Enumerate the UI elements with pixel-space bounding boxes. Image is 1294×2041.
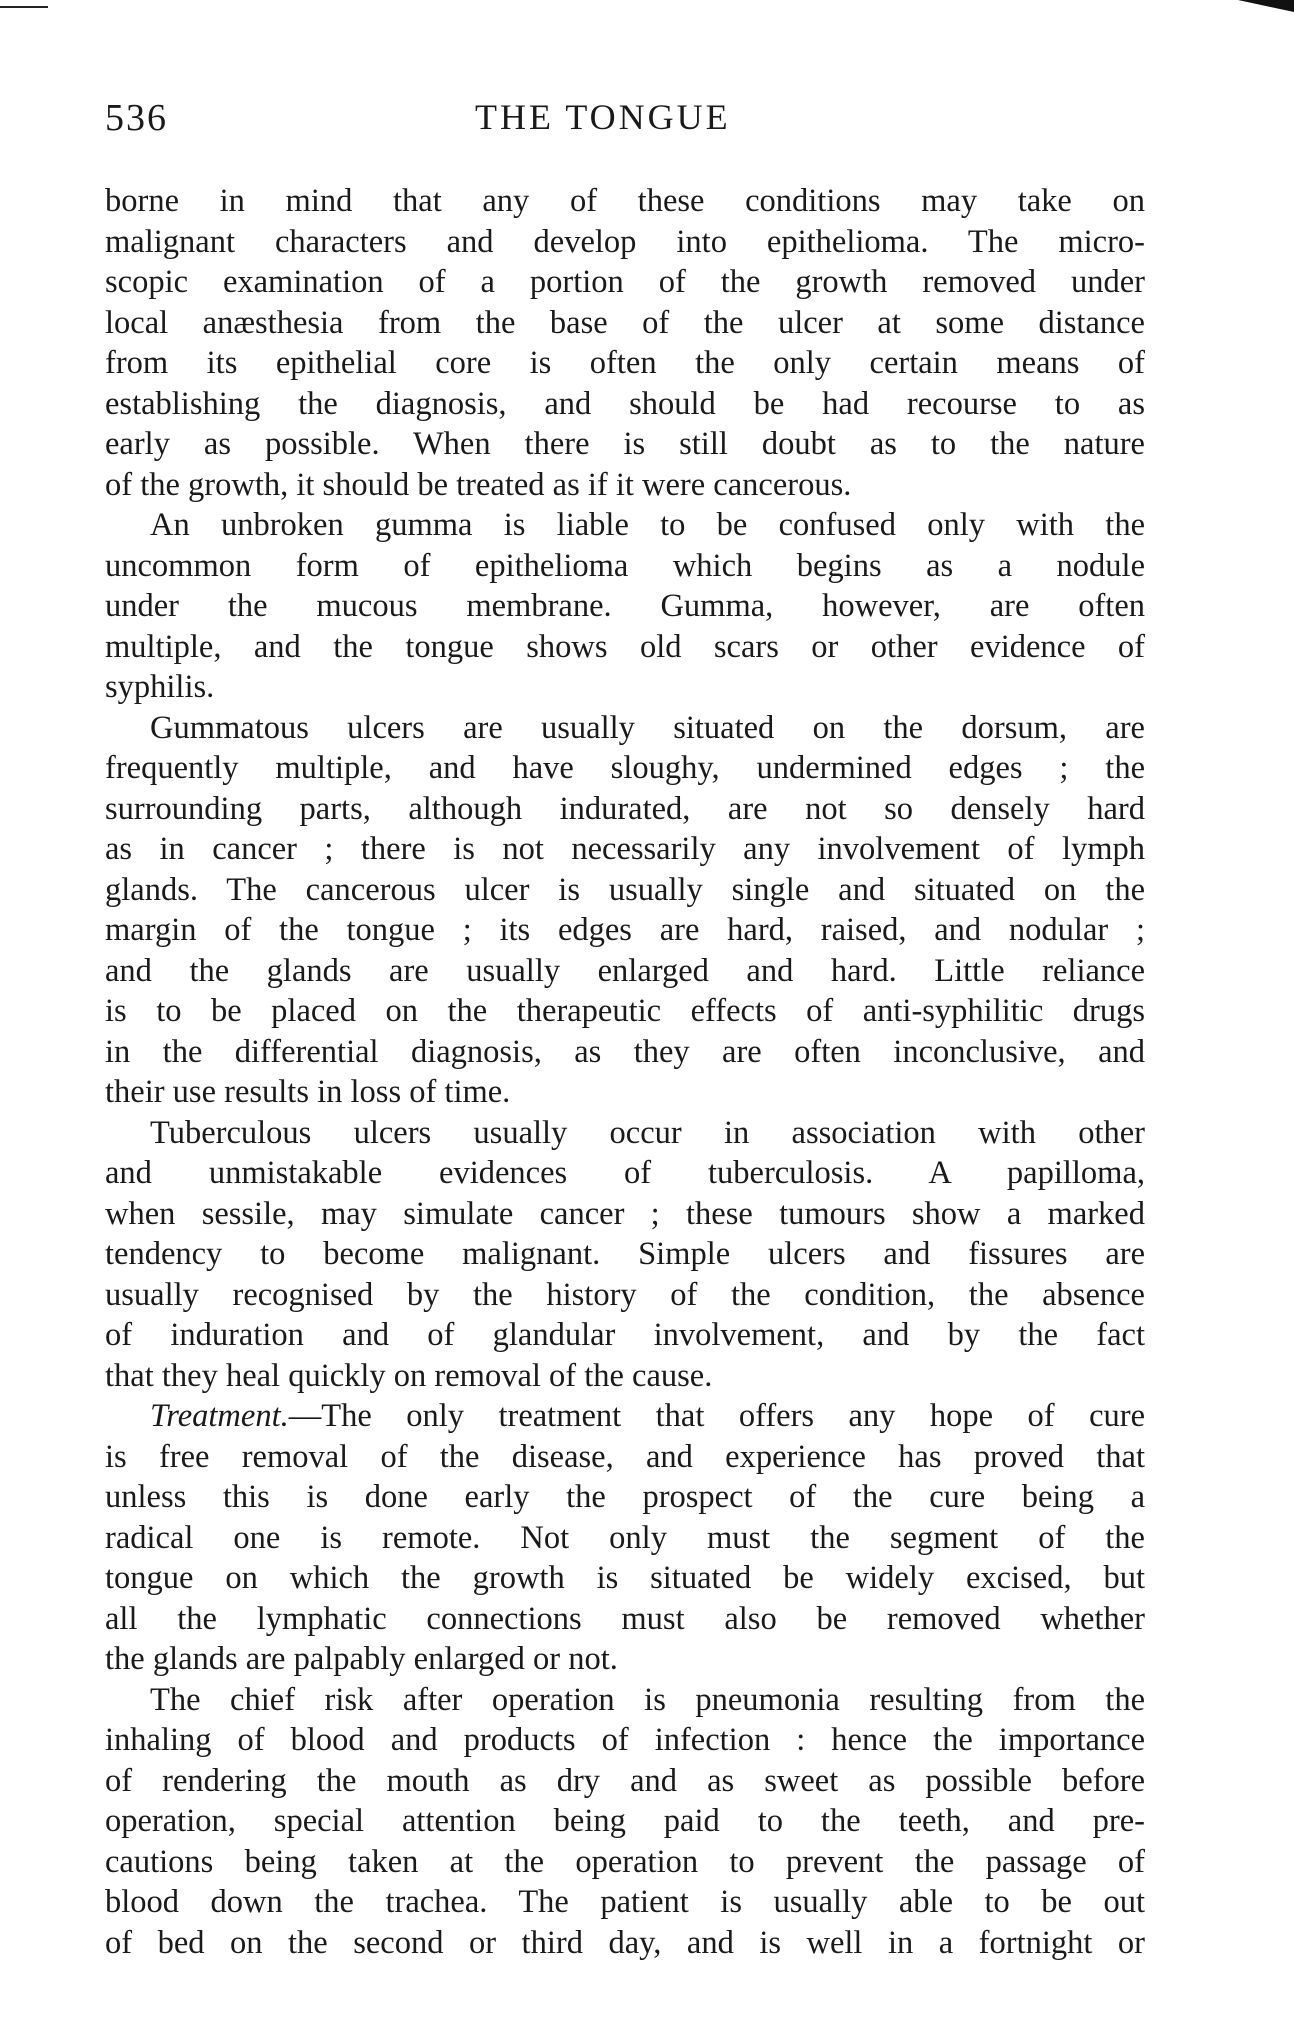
paragraph-treatment — [105, 1396, 1145, 1680]
text-line: margin of the tongue ; its edges are hard, raised, and nodular ; — [105, 912, 1145, 948]
text-line: blood down the trachea. The patient is usually able to be out — [105, 1884, 1145, 1920]
text-line: of rendering the mouth as dry and as sweet as possible before — [105, 1762, 1145, 1799]
paragraph-gummatous-ulcers — [105, 708, 1145, 1113]
text-line: from its epithelial core is often the only certain means of — [105, 345, 1145, 381]
text-line: inhaling of blood and products of infection : hence the importance — [105, 1722, 1145, 1758]
paragraph-tuberculous-ulcers — [105, 1113, 1145, 1397]
text-line: multiple, and the tongue shows old scars or other evidence of — [105, 628, 1145, 665]
text-line: their use results in loss of time. — [105, 1074, 511, 1110]
text-line: and the glands are usually enlarged and hard. Little reliance — [105, 952, 1145, 989]
text-line: when sessile, may simulate cancer ; these tumours show a marked — [105, 1195, 1145, 1232]
text-line: malignant characters and develop into epithelioma. The micro- — [105, 223, 1145, 260]
text-line: tongue on which the growth is situated be widely excised, but — [105, 1560, 1145, 1596]
text-line: as in cancer ; there is not necessarily any involvement of lymph — [105, 831, 1145, 867]
text-line: usually recognised by the history of the condition, the absence — [105, 1276, 1145, 1313]
text-line: of induration and of glandular involvement, and by the fact — [105, 1317, 1145, 1353]
treatment-heading: Treatment. — [150, 1398, 289, 1434]
text-line: that they heal quickly on removal of the cause. — [105, 1357, 713, 1394]
text-line: scopic examination of a portion of the growth removed under — [105, 264, 1145, 300]
paragraph-gumma — [105, 505, 1145, 708]
text-line: syphilis. — [105, 669, 215, 705]
text-line: Tuberculous ulcers usually occur in association with other — [150, 1114, 1145, 1151]
text-line: under the mucous membrane. Gumma, however, are often — [105, 588, 1145, 624]
text-line: local anæsthesia from the base of the ulcer at some distance — [105, 304, 1145, 341]
text-line: of the growth, it should be treated as if it were cancerous. — [105, 466, 852, 503]
text-line: in the differential diagnosis, as they are often inconclusive, and — [105, 1033, 1145, 1070]
text-line: tendency to become malignant. Simple ulcers and fissures are — [105, 1236, 1145, 1272]
text-line: all the lymphatic connections must also be removed whether — [105, 1600, 1145, 1637]
text-line: surrounding parts, although indurated, are not so densely hard — [105, 790, 1145, 827]
text-line: and unmistakable evidences of tuberculosis. A papilloma, — [105, 1155, 1145, 1191]
text-line: early as possible. When there is still doubt as to the nature — [105, 426, 1145, 462]
text-line: glands. The cancerous ulcer is usually single and situated on the — [105, 871, 1145, 908]
text-line: borne in mind that any of these conditions may take on — [105, 183, 1145, 219]
text-line: radical one is remote. Not only must the segment of the — [105, 1519, 1145, 1556]
text-line: the glands are palpably enlarged or not. — [105, 1641, 618, 1677]
text-line: is to be placed on the therapeutic effects of anti-syphilitic drugs — [105, 993, 1145, 1029]
text-line: An unbroken gumma is liable to be confused only with the — [150, 507, 1145, 543]
text-line: unless this is done early the prospect of the cure being a — [105, 1479, 1145, 1515]
text-line: of bed on the second or third day, and is well in a fortnight or — [105, 1924, 1145, 1961]
text-line — [105, 1396, 1145, 1437]
page-number: 536 — [105, 97, 168, 139]
text-line: frequently multiple, and have sloughy, undermined edges ; the — [105, 750, 1145, 786]
scan-edge-line — [0, 6, 48, 8]
text-line: cautions being taken at the operation to prevent the passage of — [105, 1843, 1145, 1880]
text-line: uncommon form of epithelioma which begins as a nodule — [105, 547, 1145, 584]
paragraph-chief-risk — [105, 1680, 1145, 1964]
text-line: The chief risk after operation is pneumonia resulting from the — [150, 1681, 1145, 1718]
text-line: is free removal of the disease, and experience has proved that — [105, 1438, 1145, 1475]
text-line: operation, special attention being paid to the teeth, and pre- — [105, 1803, 1145, 1839]
running-title: THE TONGUE — [475, 97, 731, 137]
text-line: establishing the diagnosis, and should be had recourse to as — [105, 385, 1145, 422]
paragraph-continuation — [105, 181, 1145, 505]
scan-corner-mark — [1238, 0, 1294, 12]
text-line: Gummatous ulcers are usually situated on the dorsum, are — [150, 709, 1145, 746]
running-head — [105, 96, 1145, 146]
text-line-rest: —The only treatment that offers any hope of cure — [288, 1398, 1145, 1434]
body-text — [105, 181, 1145, 1963]
